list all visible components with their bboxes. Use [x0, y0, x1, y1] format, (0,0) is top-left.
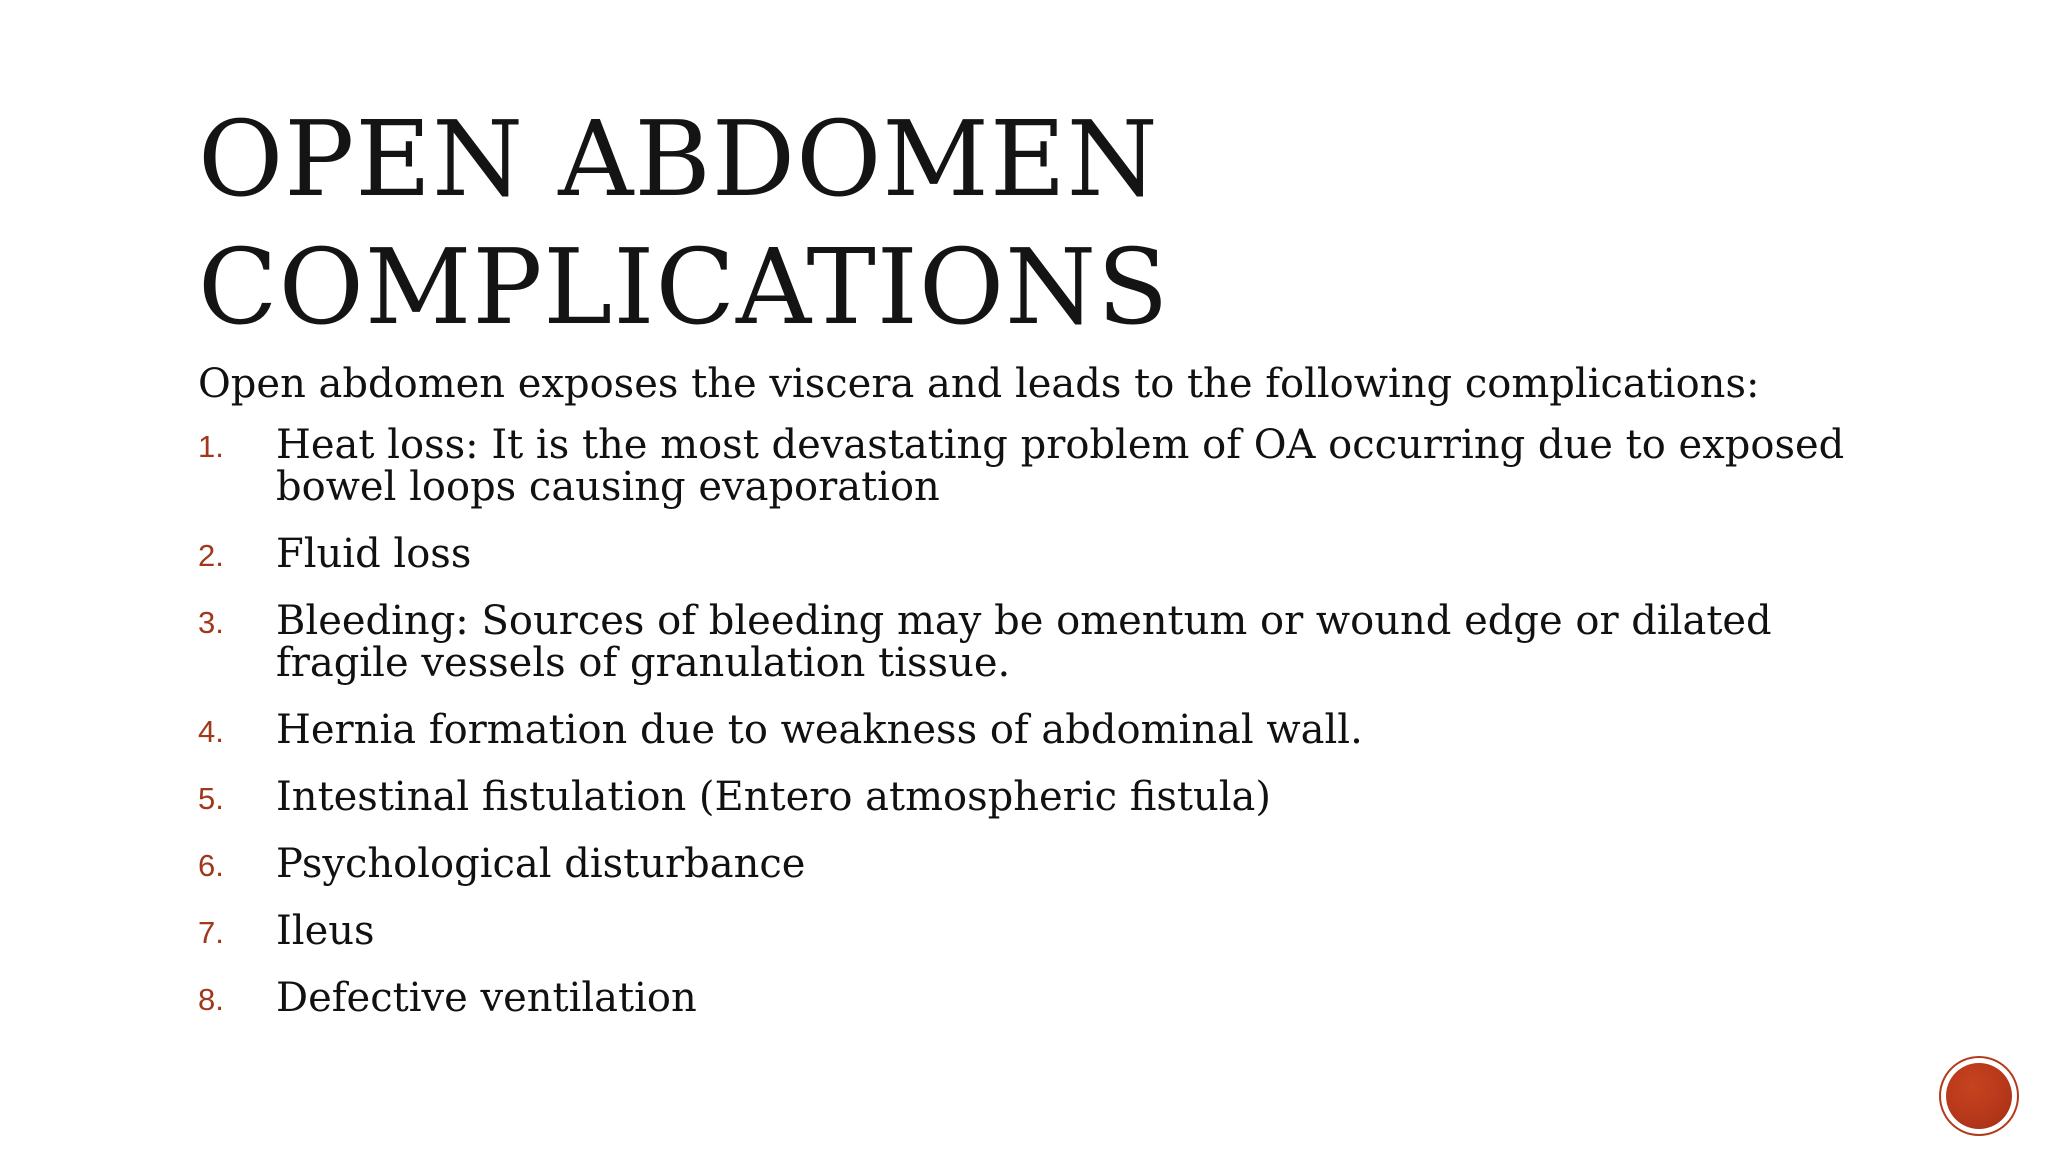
list-item-text: Defective ventilation: [276, 975, 697, 1021]
slide-title: [198, 95, 1798, 351]
slide-body: [198, 358, 1898, 1044]
list-item: [198, 776, 1898, 818]
list-item-text: Heat loss: It is the most devastating problem of OA occurring due to exposed bowel loops causing evaporation: [276, 422, 1845, 510]
list-item-text: Ileus: [276, 908, 375, 954]
list-item: [198, 600, 1898, 684]
list-item-text: Hernia formation due to weakness of abdominal wall.: [276, 707, 1363, 753]
list-item-text: Psychological disturbance: [276, 841, 806, 887]
list-number: 6.: [198, 848, 224, 883]
list-item-text: Bleeding: Sources of bleeding may be omentum or wound edge or dilated fragile vessels of granulation tissue.: [276, 598, 1772, 686]
list-number: 8.: [198, 982, 224, 1017]
list-item: [198, 424, 1898, 508]
complications-list: [198, 424, 1898, 1019]
intro-text: Open abdomen exposes the viscera and leads to the following complications:: [198, 361, 1760, 407]
list-number: 4.: [198, 714, 224, 749]
list-item: [198, 709, 1898, 751]
title-line-2: COMPLICATIONS: [198, 226, 1170, 348]
list-number: 2.: [198, 538, 224, 573]
list-item: [198, 977, 1898, 1019]
nav-circle-icon: [1946, 1063, 2012, 1129]
title-line-1: OPEN ABDOMEN: [198, 98, 1159, 220]
list-item: [198, 533, 1898, 575]
list-item-text: Fluid loss: [276, 531, 472, 577]
list-item: [198, 910, 1898, 952]
list-number: 5.: [198, 781, 224, 816]
slide-nav-button[interactable]: [1941, 1058, 2017, 1134]
list-number: 7.: [198, 915, 224, 950]
list-number: 3.: [198, 605, 224, 640]
list-number: 1.: [198, 429, 224, 464]
list-item-text: Intestinal fistulation (Entero atmospheric fistula): [276, 774, 1271, 820]
list-item: [198, 843, 1898, 885]
